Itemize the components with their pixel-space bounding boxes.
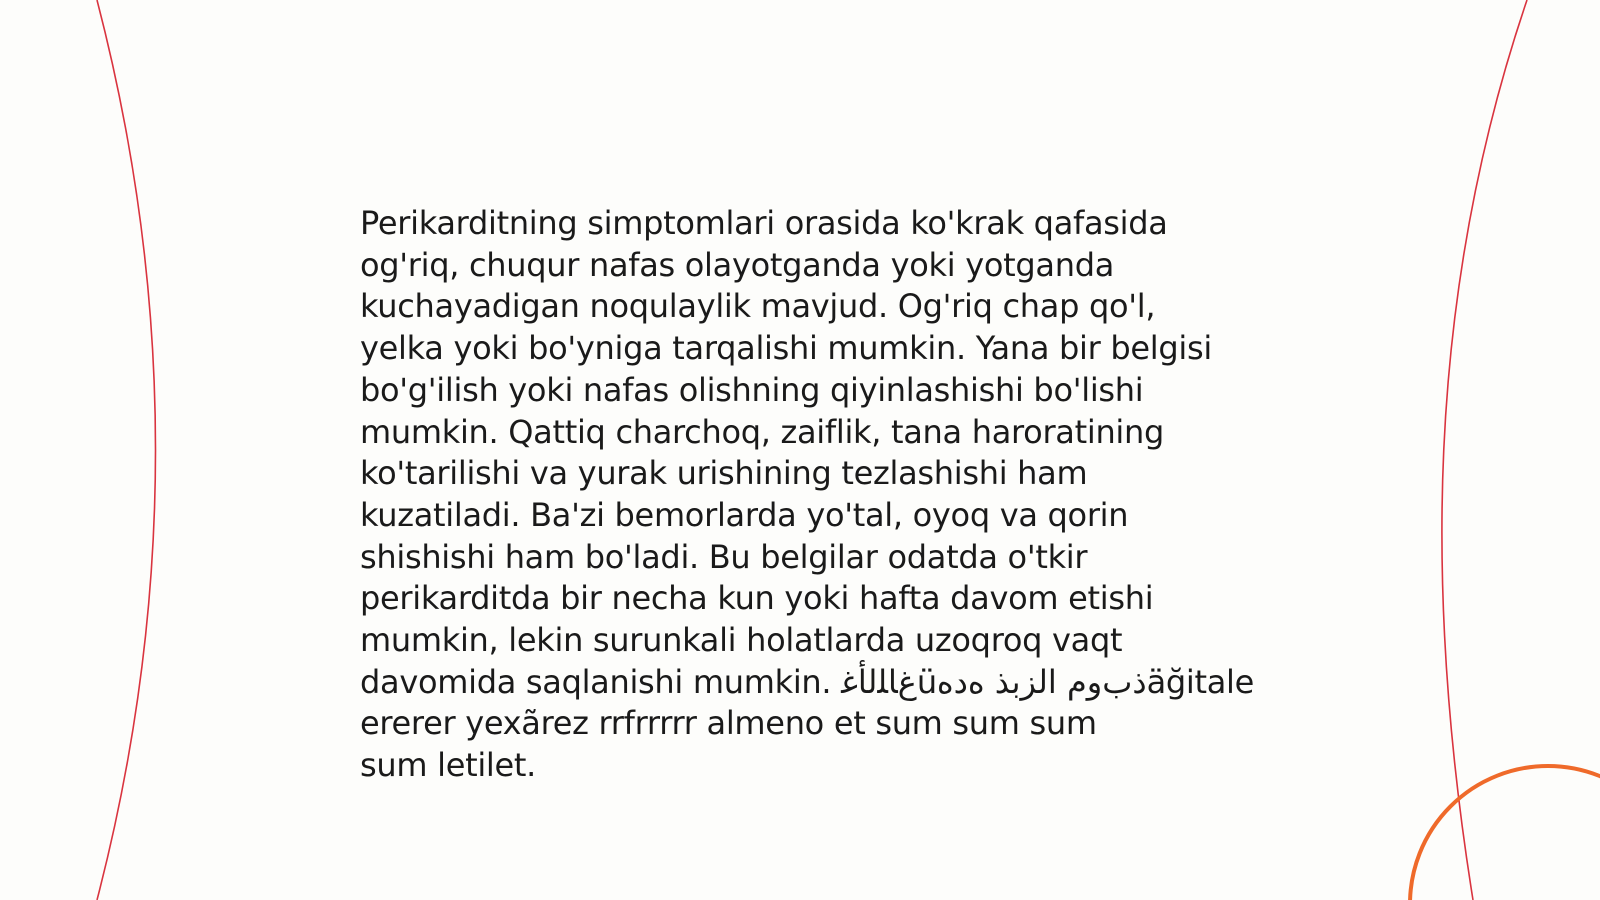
paragraph-line: sum letilet. — [360, 746, 537, 785]
paragraph-line: bo'g'ilish yoki nafas olishning qiyinlashishi bo'lishi — [360, 370, 1144, 409]
accent-circle — [1410, 766, 1600, 900]
paragraph-line: kuzatiladi. Ba'zi bemorlarda yo'tal, oyoq va qorin — [360, 495, 1129, 534]
paragraph-line: Perikarditning simptomlari orasida ko'krak qafasida — [360, 204, 1168, 242]
paragraph-line: mumkin, lekin surunkali holatlarda uzoqroq vaqt — [360, 621, 1123, 660]
paragraph-line: mumkin. Qattiq charchoq, zaiflik, tana haroratining — [360, 412, 1165, 451]
paragraph-line: shishishi ham bo'ladi. Bu belgilar odatda o'tkir — [360, 537, 1088, 576]
paragraph-line: perikarditda bir necha kun yoki hafta davom etishi — [360, 579, 1154, 618]
left-curve-line — [97, 0, 156, 900]
body-paragraph — [360, 203, 1260, 787]
paragraph-line: ererer yexãrez rrfrrrrr almeno et sum sum sum — [360, 704, 1097, 743]
paragraph-line: davomida saqlanishi mumkin. ﻍﺎﻠﻟﺄﻏüذﺏﻭﻡ ﺍﻟﺰﺑﺬ ﻩﺩﻩäğitale — [360, 662, 1255, 701]
paragraph-line: yelka yoki bo'yniga tarqalishi mumkin. Yana bir belgisi — [360, 329, 1212, 368]
paragraph-line: kuchayadigan noqulaylik mavjud. Og'riq chap qo'l, — [360, 287, 1156, 326]
right-curve-line — [1442, 0, 1527, 900]
paragraph-line: og'riq, chuqur nafas olayotganda yoki yotganda — [360, 245, 1115, 284]
paragraph-line: ko'tarilishi va yurak urishining tezlashishi ham — [360, 454, 1088, 493]
